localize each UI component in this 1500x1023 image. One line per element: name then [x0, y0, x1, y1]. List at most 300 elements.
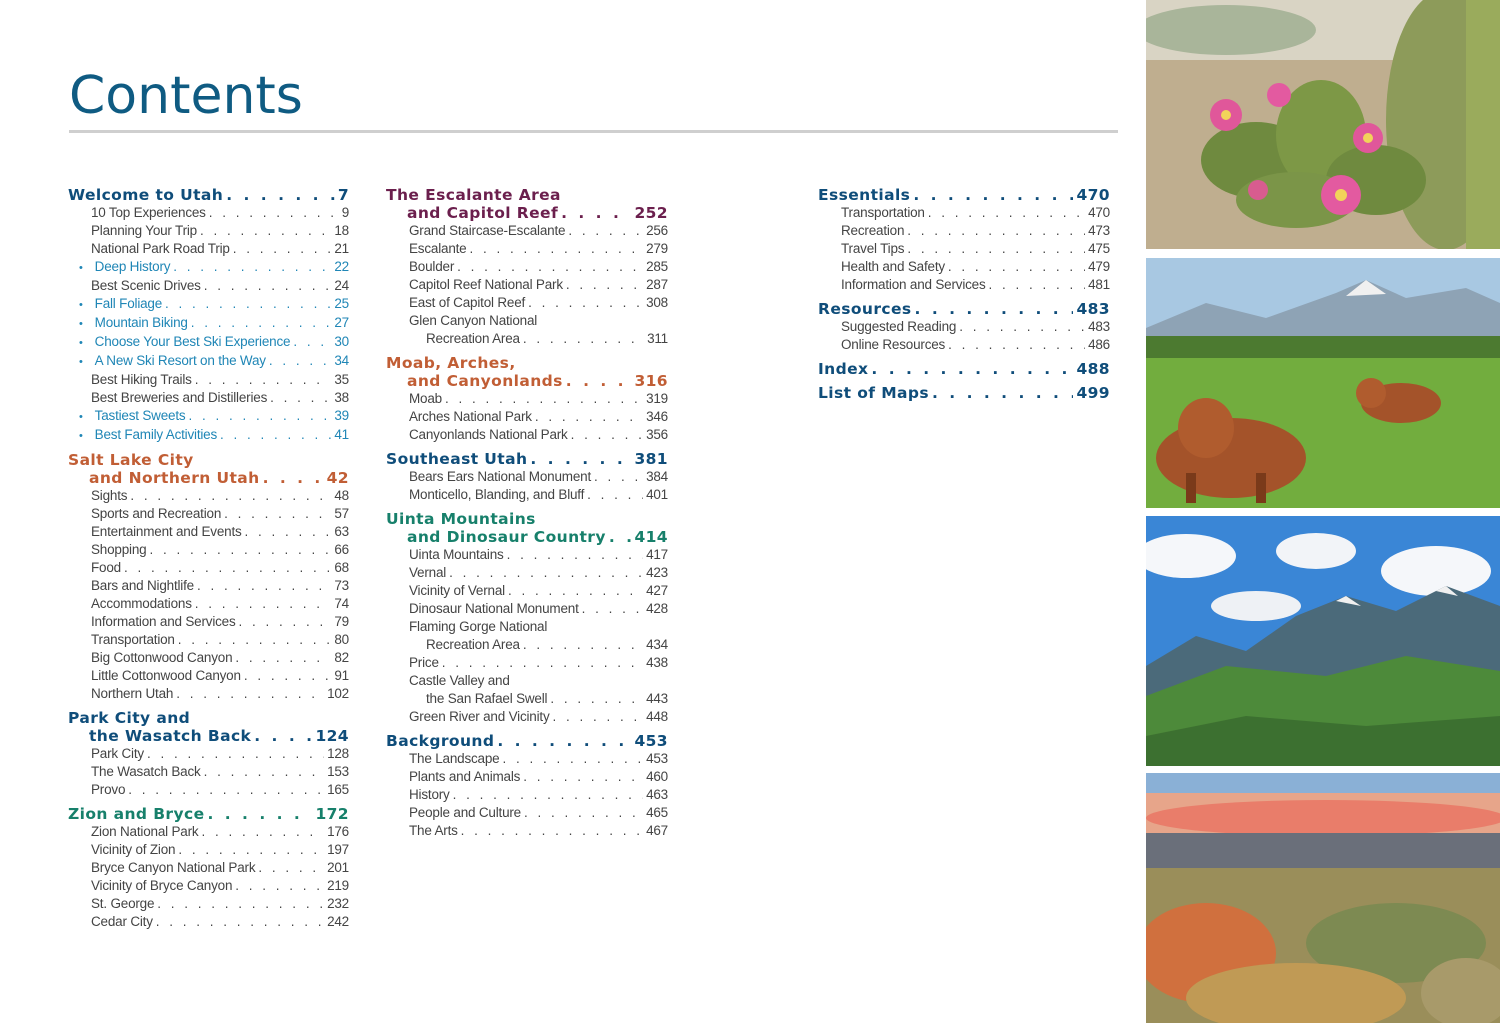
- title-rule: [69, 130, 1118, 133]
- section-title: Park City and: [68, 709, 191, 727]
- toc-entry-best-breweries-and-distilleries[interactable]: [68, 389, 349, 407]
- toc-entry-cedar-city[interactable]: [68, 913, 349, 931]
- toc-entry-a-new-ski-resort-on-the-way[interactable]: [68, 352, 349, 371]
- dot-leader: [535, 408, 643, 426]
- entry-label: Recreation Area: [426, 637, 520, 652]
- toc-section-salt-lake-city-and-northern-utah: [68, 451, 349, 703]
- toc-section-the-escalante-area-and-capitol-reef: [386, 186, 668, 348]
- toc-entry-transportation[interactable]: [68, 631, 349, 649]
- toc-entry-mountain-biking[interactable]: [68, 314, 349, 333]
- entry-label: St. George: [91, 896, 155, 911]
- section-heading[interactable]: [386, 186, 668, 222]
- section-page-number: 414: [634, 528, 668, 546]
- entry-page-number: 34: [334, 353, 349, 368]
- section-title: Background: [386, 732, 495, 750]
- toc-entry-little-cottonwood-canyon[interactable]: [68, 667, 349, 685]
- section-title: and Northern Utah: [89, 469, 260, 487]
- section-title: and Canyonlands: [407, 372, 563, 390]
- entry-page-number: 73: [334, 578, 349, 593]
- toc-entry-choose-your-best-ski-experience[interactable]: [68, 333, 349, 352]
- toc-entry-boulder[interactable]: [386, 258, 668, 276]
- toc-entry-food[interactable]: [68, 559, 349, 577]
- dot-leader: [959, 318, 1085, 336]
- entry-label: Accommodations: [91, 596, 192, 611]
- dot-leader: [530, 450, 631, 468]
- entry-page-number: 479: [1088, 259, 1110, 274]
- entry-page-number: 153: [327, 764, 349, 779]
- entry-label: The Wasatch Back: [91, 764, 201, 779]
- dot-leader: [258, 859, 324, 877]
- dot-leader: [550, 690, 643, 708]
- entry-page-number: 346: [646, 409, 668, 424]
- section-page-number: 7: [337, 186, 349, 204]
- dot-leader: [204, 277, 332, 295]
- dot-leader: [149, 541, 331, 559]
- entry-label: Travel Tips: [841, 241, 905, 256]
- dot-leader: [457, 258, 643, 276]
- entry-label: Mountain Biking: [94, 315, 188, 330]
- highland-cattle-photo: [1146, 258, 1500, 508]
- entry-page-number: 66: [334, 542, 349, 557]
- toc-entry-vicinity-of-bryce-canyon[interactable]: [68, 877, 349, 895]
- dot-leader: [928, 204, 1085, 222]
- entry-page-number: 24: [334, 278, 349, 293]
- toc-entry-travel-tips[interactable]: [818, 240, 1110, 258]
- toc-section-park-city-and-the-wasatch-back: [68, 709, 349, 799]
- toc-entry-monticello-blanding-and-bluff[interactable]: [386, 486, 668, 504]
- entry-label: Cedar City: [91, 914, 153, 929]
- toc-entry-moab[interactable]: [386, 390, 668, 408]
- section-title: Index: [818, 360, 869, 378]
- desert-sunset-photo: [1146, 773, 1500, 1023]
- entry-page-number: 219: [327, 878, 349, 893]
- entry-label: Entertainment and Events: [91, 524, 242, 539]
- toc-entry-the-landscape[interactable]: [386, 750, 668, 768]
- entry-page-number: 465: [646, 805, 668, 820]
- entry-label: Suggested Reading: [841, 319, 957, 334]
- dot-leader: [449, 564, 643, 582]
- entry-page-number: 453: [646, 751, 668, 766]
- mountain-valley-photo: [1146, 516, 1500, 766]
- toc-entry-history[interactable]: [386, 786, 668, 804]
- toc-section-uinta-mountains-and-dinosaur-country: [386, 510, 668, 726]
- toc-entry-escalante[interactable]: [386, 240, 668, 258]
- dot-leader: [571, 426, 643, 444]
- entry-page-number: 128: [327, 746, 349, 761]
- dot-leader: [442, 654, 643, 672]
- cactus-flowers-photo: [1146, 0, 1500, 249]
- entry-page-number: 68: [334, 560, 349, 575]
- toc-entry-the-wasatch-back[interactable]: [68, 763, 349, 781]
- toc-entry-plants-and-animals[interactable]: [386, 768, 668, 786]
- section-title: Southeast Utah: [386, 450, 528, 468]
- entry-page-number: 30: [334, 334, 349, 349]
- toc-section-southeast-utah: [386, 450, 668, 504]
- toc-entry-sights[interactable]: [68, 487, 349, 505]
- dot-leader: [195, 595, 332, 613]
- dot-leader: [907, 240, 1085, 258]
- entry-label: The Arts: [409, 823, 458, 838]
- dot-leader: [244, 667, 332, 685]
- entry-page-number: 427: [646, 583, 668, 598]
- toc-entry-fall-foliage[interactable]: [68, 295, 349, 314]
- entry-page-number: 256: [646, 223, 668, 238]
- toc-entry-health-and-safety[interactable]: [818, 258, 1110, 276]
- dot-leader: [470, 240, 644, 258]
- section-page-number: 252: [634, 204, 668, 222]
- section-heading[interactable]: [818, 360, 1110, 378]
- toc-entry-dinosaur-national-monument[interactable]: [386, 600, 668, 618]
- entry-label: Planning Your Trip: [91, 223, 197, 238]
- entry-page-number: 308: [646, 295, 668, 310]
- dot-leader: [561, 204, 631, 222]
- entry-label: National Park Road Trip: [91, 241, 230, 256]
- toc-entry-people-and-culture[interactable]: [386, 804, 668, 822]
- entry-label: Best Family Activities: [94, 427, 218, 442]
- section-page-number: 488: [1076, 360, 1110, 378]
- photo-strip: [1146, 0, 1500, 1023]
- dot-leader: [502, 750, 643, 768]
- section-title: the Wasatch Back: [89, 727, 252, 745]
- dot-leader: [948, 336, 1085, 354]
- section-title: Moab, Arches,: [386, 354, 516, 372]
- toc-section-list-of-maps: [818, 384, 1110, 402]
- entry-label: Sports and Recreation: [91, 506, 222, 521]
- bullet-icon: •: [79, 430, 83, 442]
- dot-leader: [233, 240, 332, 258]
- toc-entry-information-and-services[interactable]: [818, 276, 1110, 294]
- toc-entry-sports-and-recreation[interactable]: [68, 505, 349, 523]
- toc-entry-st-george[interactable]: [68, 895, 349, 913]
- section-title: and Dinosaur Country: [407, 528, 606, 546]
- entry-label: 10 Top Experiences: [91, 205, 206, 220]
- dot-leader: [147, 745, 324, 763]
- dot-leader: [553, 708, 644, 726]
- entry-label: Tastiest Sweets: [94, 408, 186, 423]
- entry-label: Vicinity of Bryce Canyon: [91, 878, 233, 893]
- dot-leader: [497, 732, 631, 750]
- toc-section-essentials: [818, 186, 1110, 294]
- dot-leader: [907, 222, 1085, 240]
- entry-page-number: 463: [646, 787, 668, 802]
- entry-page-number: 18: [334, 223, 349, 238]
- bullet-icon: •: [79, 262, 83, 274]
- dot-leader: [915, 300, 1074, 318]
- entry-page-number: 434: [646, 637, 668, 652]
- entry-label: Escalante: [409, 241, 467, 256]
- entry-label: Canyonlands National Park: [409, 427, 568, 442]
- section-title: Essentials: [818, 186, 911, 204]
- toc-entry-east-of-capitol-reef[interactable]: [386, 294, 668, 312]
- section-heading[interactable]: [68, 451, 349, 487]
- dot-leader: [528, 294, 643, 312]
- entry-page-number: 165: [327, 782, 349, 797]
- toc-entry-canyonlands-national-park[interactable]: [386, 426, 668, 444]
- entry-label: Little Cottonwood Canyon: [91, 668, 241, 683]
- entry-label: Moab: [409, 391, 442, 406]
- toc-entry-northern-utah[interactable]: [68, 685, 349, 703]
- dot-leader: [269, 352, 332, 370]
- toc-entry-vernal[interactable]: [386, 564, 668, 582]
- toc-entry-tastiest-sweets[interactable]: [68, 407, 349, 426]
- toc-entry-10-top-experiences[interactable]: [68, 204, 349, 222]
- dot-leader: [270, 389, 331, 407]
- entry-page-number: 201: [327, 860, 349, 875]
- entry-label: Transportation: [841, 205, 925, 220]
- dot-leader: [524, 804, 643, 822]
- dot-leader: [200, 222, 331, 240]
- toc-section-zion-and-bryce: [68, 805, 349, 931]
- toc-entry-glen-canyon-national-recreation-area[interactable]: [386, 312, 668, 348]
- dot-leader: [609, 528, 632, 546]
- dot-leader: [226, 186, 335, 204]
- toc-column-1: [68, 186, 349, 931]
- entry-label: Dinosaur National Monument: [409, 601, 579, 616]
- entry-page-number: 470: [1088, 205, 1110, 220]
- entry-page-number: 242: [327, 914, 349, 929]
- section-page-number: 42: [326, 469, 349, 487]
- entry-page-number: 197: [327, 842, 349, 857]
- entry-label: Capitol Reef National Park: [409, 277, 563, 292]
- dot-leader: [239, 613, 332, 631]
- dot-leader: [932, 384, 1073, 402]
- dot-leader: [566, 372, 632, 390]
- toc-entry-best-family-activities[interactable]: [68, 426, 349, 445]
- entry-label: Provo: [91, 782, 126, 797]
- entry-label: Food: [91, 560, 121, 575]
- entry-page-number: 384: [646, 469, 668, 484]
- section-title: Welcome to Utah: [68, 186, 224, 204]
- section-heading[interactable]: [68, 186, 349, 204]
- entry-label: Plants and Animals: [409, 769, 521, 784]
- dot-leader: [453, 786, 643, 804]
- dot-leader: [461, 822, 643, 840]
- entry-label: Vicinity of Vernal: [409, 583, 505, 598]
- toc-entry-vicinity-of-zion[interactable]: [68, 841, 349, 859]
- entry-page-number: 22: [334, 259, 349, 274]
- toc-entry-grand-staircase-escalante[interactable]: [386, 222, 668, 240]
- toc-entry-big-cottonwood-canyon[interactable]: [68, 649, 349, 667]
- entry-label: Sights: [91, 488, 128, 503]
- entry-label: Recreation Area: [426, 331, 520, 346]
- entry-label: Bryce Canyon National Park: [91, 860, 256, 875]
- toc-entry-castle-valley-and-the-san-rafael-swell[interactable]: [386, 672, 668, 708]
- toc-entry-vicinity-of-vernal[interactable]: [386, 582, 668, 600]
- dot-leader: [245, 523, 332, 541]
- dot-leader: [507, 546, 644, 564]
- section-title: List of Maps: [818, 384, 930, 402]
- dot-leader: [124, 559, 331, 577]
- bullet-icon: •: [79, 337, 83, 349]
- toc-entry-best-hiking-trails[interactable]: [68, 371, 349, 389]
- entry-label: History: [409, 787, 450, 802]
- dot-leader: [128, 781, 324, 799]
- entry-page-number: 63: [334, 524, 349, 539]
- toc-entry-online-resources[interactable]: [818, 336, 1110, 354]
- entry-label: Uinta Mountains: [409, 547, 504, 562]
- dot-leader: [913, 186, 1073, 204]
- section-heading[interactable]: [386, 450, 668, 468]
- dot-leader: [293, 333, 331, 351]
- dot-leader: [157, 895, 324, 913]
- entry-page-number: 473: [1088, 223, 1110, 238]
- toc-entry-shopping[interactable]: [68, 541, 349, 559]
- toc-section-background: [386, 732, 668, 840]
- dot-leader: [254, 727, 312, 745]
- section-page-number: 381: [634, 450, 668, 468]
- section-page-number: 483: [1076, 300, 1110, 318]
- dot-leader: [566, 276, 643, 294]
- entry-label: Bears Ears National Monument: [409, 469, 591, 484]
- dot-leader: [224, 505, 331, 523]
- section-heading[interactable]: [68, 709, 349, 745]
- dot-leader: [178, 631, 332, 649]
- entry-label: Monticello, Blanding, and Bluff: [409, 487, 585, 502]
- entry-page-number: 21: [334, 241, 349, 256]
- entry-label: Northern Utah: [91, 686, 174, 701]
- entry-page-number: 79: [334, 614, 349, 629]
- entry-label: Online Resources: [841, 337, 946, 352]
- toc-entry-capitol-reef-national-park[interactable]: [386, 276, 668, 294]
- toc-entry-suggested-reading[interactable]: [818, 318, 1110, 336]
- toc-entry-bars-and-nightlife[interactable]: [68, 577, 349, 595]
- dot-leader: [508, 582, 643, 600]
- entry-label: Vernal: [409, 565, 447, 580]
- entry-page-number: 481: [1088, 277, 1110, 292]
- entry-page-number: 279: [646, 241, 668, 256]
- entry-page-number: 48: [334, 488, 349, 503]
- toc-entry-deep-history[interactable]: [68, 258, 349, 277]
- entry-page-number: 25: [334, 296, 349, 311]
- entry-page-number: 417: [646, 547, 668, 562]
- toc-entry-uinta-mountains[interactable]: [386, 546, 668, 564]
- entry-label: Green River and Vicinity: [409, 709, 550, 724]
- section-heading[interactable]: [818, 186, 1110, 204]
- bullet-icon: •: [79, 356, 83, 368]
- toc-entry-transportation[interactable]: [818, 204, 1110, 222]
- entry-label: Transportation: [91, 632, 175, 647]
- toc-entry-accommodations[interactable]: [68, 595, 349, 613]
- entry-label: Arches National Park: [409, 409, 532, 424]
- toc-entry-flaming-gorge-national-recreation-area[interactable]: [386, 618, 668, 654]
- entry-label: Recreation: [841, 223, 905, 238]
- section-heading[interactable]: [386, 510, 668, 546]
- entry-page-number: 483: [1088, 319, 1110, 334]
- dot-leader: [523, 330, 644, 348]
- entry-label: The Landscape: [409, 751, 500, 766]
- entry-label: Big Cottonwood Canyon: [91, 650, 233, 665]
- toc-entry-entertainment-and-events[interactable]: [68, 523, 349, 541]
- dot-leader: [204, 763, 324, 781]
- section-heading[interactable]: [818, 384, 1110, 402]
- toc-entry-provo[interactable]: [68, 781, 349, 799]
- dot-leader: [989, 276, 1086, 294]
- entry-label: Glen Canyon National: [409, 313, 538, 328]
- dot-leader: [948, 258, 1085, 276]
- dot-leader: [191, 314, 332, 332]
- entry-label: Best Hiking Trails: [91, 372, 192, 387]
- section-heading[interactable]: [68, 805, 349, 823]
- dot-leader: [156, 913, 324, 931]
- toc-entry-park-city[interactable]: [68, 745, 349, 763]
- toc-section-index: [818, 360, 1110, 378]
- section-heading[interactable]: [386, 732, 668, 750]
- entry-label: Information and Services: [91, 614, 236, 629]
- toc-entry-zion-national-park[interactable]: [68, 823, 349, 841]
- dot-leader: [235, 877, 324, 895]
- entry-page-number: 102: [327, 686, 349, 701]
- entry-label: Grand Staircase-Escalante: [409, 223, 566, 238]
- section-title: and Capitol Reef: [407, 204, 559, 222]
- dot-leader: [176, 685, 324, 703]
- entry-page-number: 486: [1088, 337, 1110, 352]
- toc-entry-price[interactable]: [386, 654, 668, 672]
- toc-entry-planning-your-trip[interactable]: [68, 222, 349, 240]
- dot-leader: [195, 371, 332, 389]
- entry-page-number: 39: [334, 408, 349, 423]
- dot-leader: [209, 204, 339, 222]
- bullet-icon: •: [79, 411, 83, 423]
- entry-page-number: 38: [334, 390, 349, 405]
- bullet-icon: •: [79, 299, 83, 311]
- entry-label: Zion National Park: [91, 824, 199, 839]
- bullet-icon: •: [79, 318, 83, 330]
- dot-leader: [165, 295, 331, 313]
- toc-entry-national-park-road-trip[interactable]: [68, 240, 349, 258]
- dot-leader: [201, 823, 324, 841]
- entry-label: Shopping: [91, 542, 147, 557]
- toc-entry-bears-ears-national-monument[interactable]: [386, 468, 668, 486]
- dot-leader: [871, 360, 1073, 378]
- toc-entry-best-scenic-drives[interactable]: [68, 277, 349, 295]
- section-page-number: 316: [634, 372, 668, 390]
- dot-leader: [523, 768, 643, 786]
- dot-leader: [197, 577, 331, 595]
- toc-entry-recreation[interactable]: [818, 222, 1110, 240]
- toc-entry-information-and-services[interactable]: [68, 613, 349, 631]
- entry-label: East of Capitol Reef: [409, 295, 526, 310]
- entry-label: Best Scenic Drives: [91, 278, 201, 293]
- entry-label: People and Culture: [409, 805, 521, 820]
- section-page-number: 499: [1076, 384, 1110, 402]
- toc-section-moab-arches-and-canyonlands: [386, 354, 668, 444]
- entry-label: Price: [409, 655, 439, 670]
- entry-label: Vicinity of Zion: [91, 842, 176, 857]
- toc-entry-bryce-canyon-national-park[interactable]: [68, 859, 349, 877]
- entry-page-number: 80: [334, 632, 349, 647]
- entry-label: Boulder: [409, 259, 455, 274]
- section-heading[interactable]: [818, 300, 1110, 318]
- toc-entry-arches-national-park[interactable]: [386, 408, 668, 426]
- section-page-number: 124: [315, 727, 349, 745]
- entry-label: Information and Services: [841, 277, 986, 292]
- entry-label: Castle Valley and: [409, 673, 510, 688]
- section-heading[interactable]: [386, 354, 668, 390]
- entry-page-number: 41: [334, 427, 349, 442]
- entry-label: Deep History: [94, 259, 171, 274]
- toc-entry-the-arts[interactable]: [386, 822, 668, 840]
- entry-page-number: 319: [646, 391, 668, 406]
- entry-page-number: 423: [646, 565, 668, 580]
- entry-page-number: 27: [334, 315, 349, 330]
- entry-page-number: 176: [327, 824, 349, 839]
- entry-page-number: 460: [646, 769, 668, 784]
- toc-entry-green-river-and-vicinity[interactable]: [386, 708, 668, 726]
- entry-page-number: 311: [647, 331, 668, 346]
- page-title: Contents: [69, 66, 303, 126]
- entry-label: Park City: [91, 746, 144, 761]
- entry-page-number: 232: [327, 896, 349, 911]
